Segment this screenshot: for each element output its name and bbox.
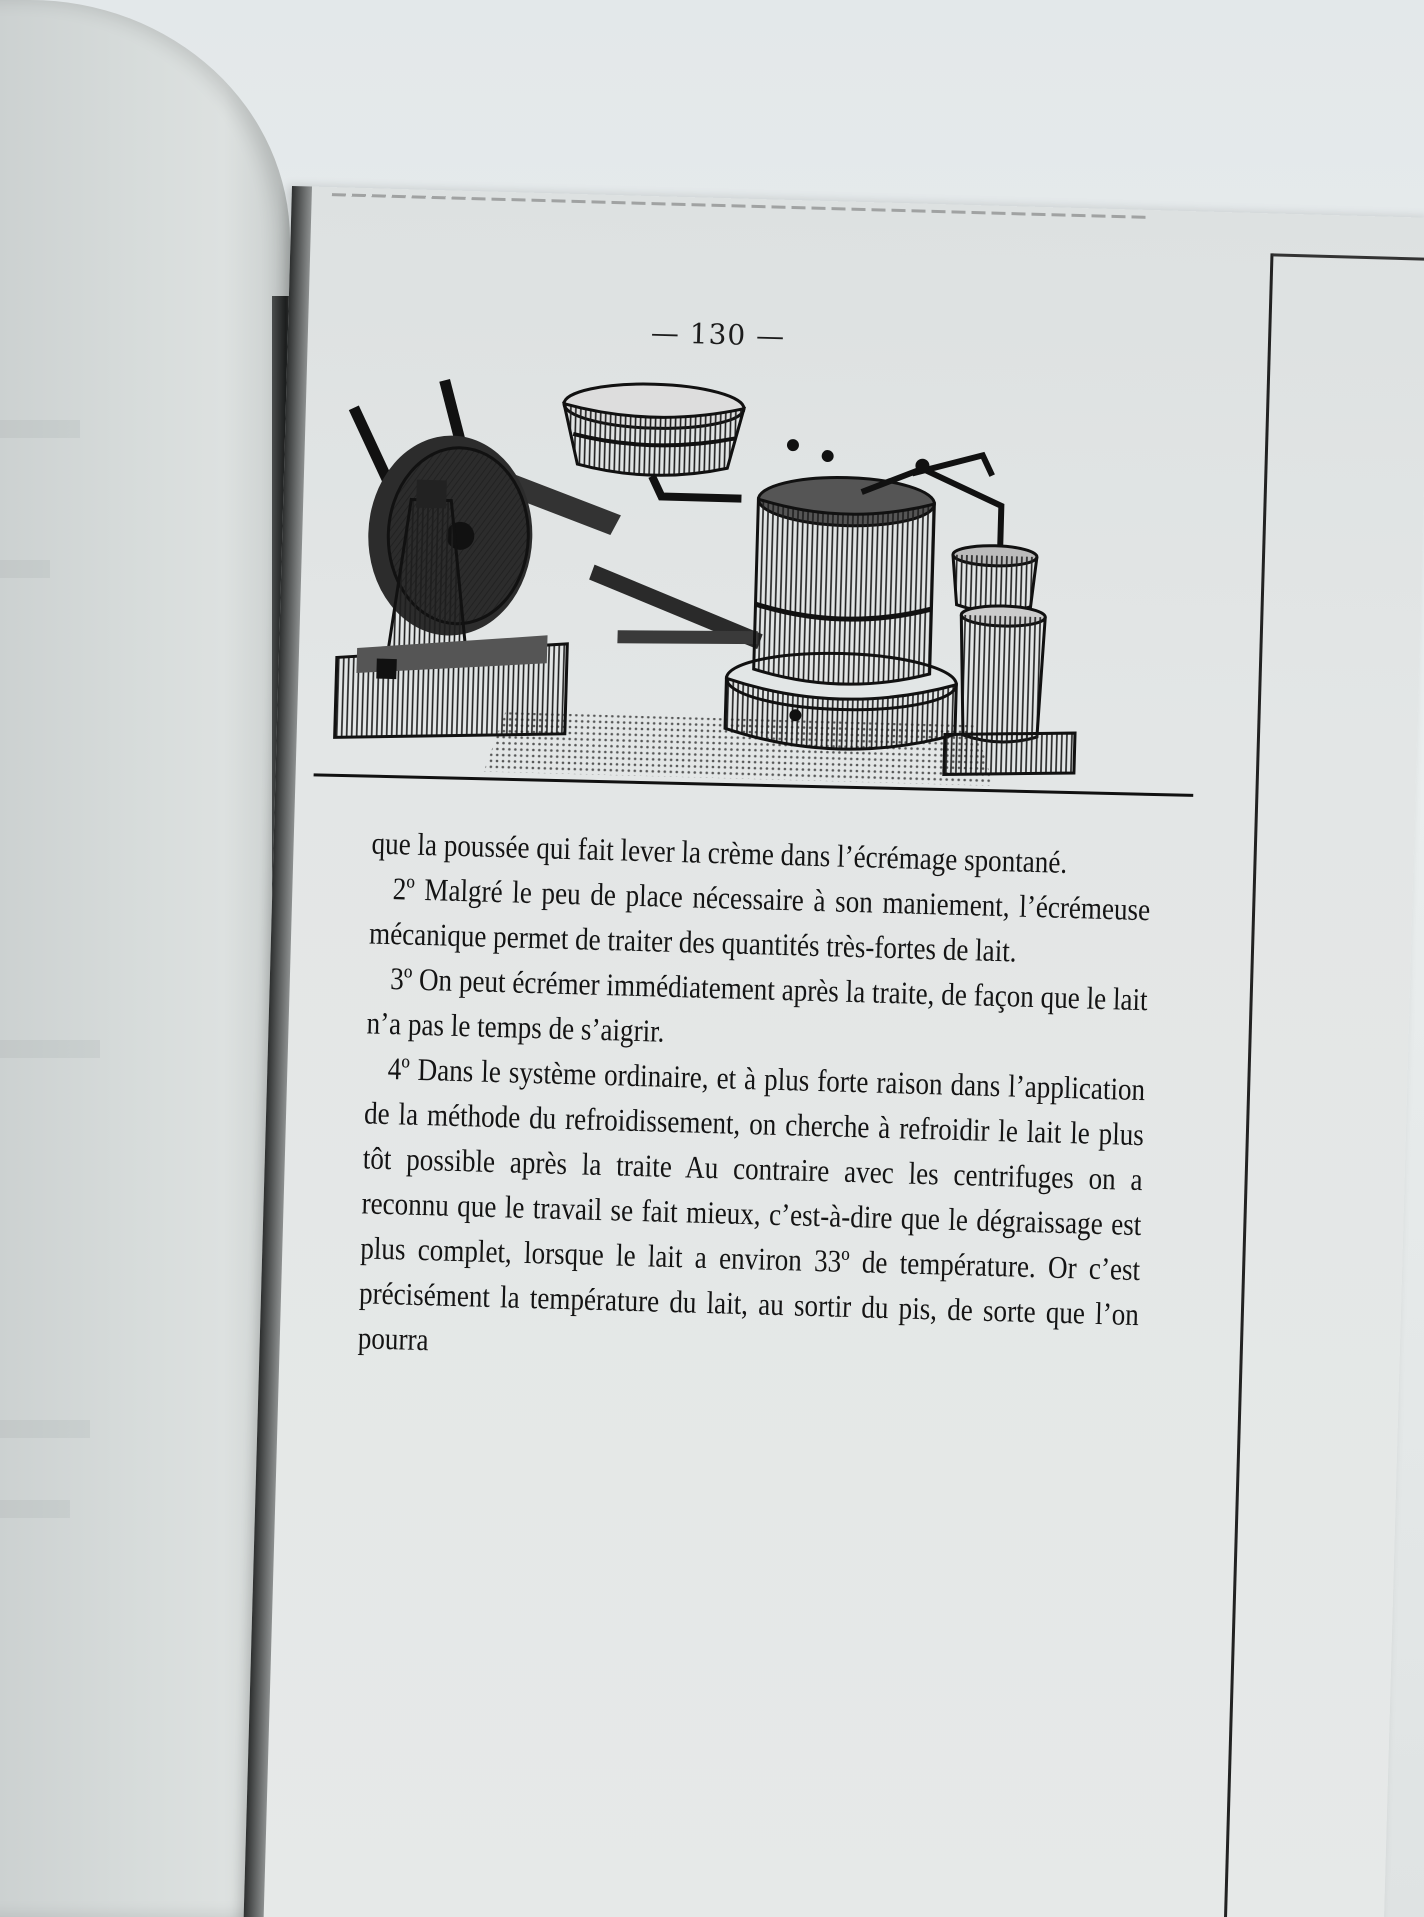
centrifuge-engraving-icon — [313, 357, 1205, 811]
paragraph-2: 2º Malgré le peu de place nécessaire à son maniement, l’écrémeuse mécanique permet de traiter des quantités très-fortes de lait. — [368, 871, 1151, 969]
next-page-top-rule — [1272, 253, 1424, 260]
next-page-edge-rule — [1223, 253, 1273, 1917]
body-text — [357, 820, 1151, 1379]
book-page — [243, 186, 1424, 1917]
ghost-text-line — [0, 1500, 70, 1518]
left-page — [0, 0, 290, 1917]
separator-illustration — [313, 357, 1205, 811]
ghost-text-line — [0, 560, 50, 578]
ghost-text-line — [0, 1040, 100, 1058]
ghost-text-line — [0, 420, 80, 438]
paragraph-4: 4º Dans le système ordinaire, et à plus forte raison dans l’application de la méthode du refroidissement, on cherche à refroidir le lait le plus tôt possible après la traite Au contraire avec les centrifuges on a reconnu que le travail se fait mieux, c’est-à-dire que le dégraissage est plus complet, lorsque le lait a environ 33º de température. Or c’est précisément la température du lait, au sortir du pis, de sorte que l’on pourra — [357, 1051, 1146, 1358]
paragraph-3: 3º On peut écrémer immédiatement après la traite, de façon que le lait n’a pas le temps de s’aigrir. — [366, 961, 1149, 1049]
ghost-text-line — [0, 1420, 90, 1438]
page-number: — 130 — — [650, 316, 786, 353]
paragraph-1: que la poussée qui fait lever la crème dans l’écrémage spontané. — [371, 825, 1068, 880]
page-top-edge — [332, 193, 1152, 219]
